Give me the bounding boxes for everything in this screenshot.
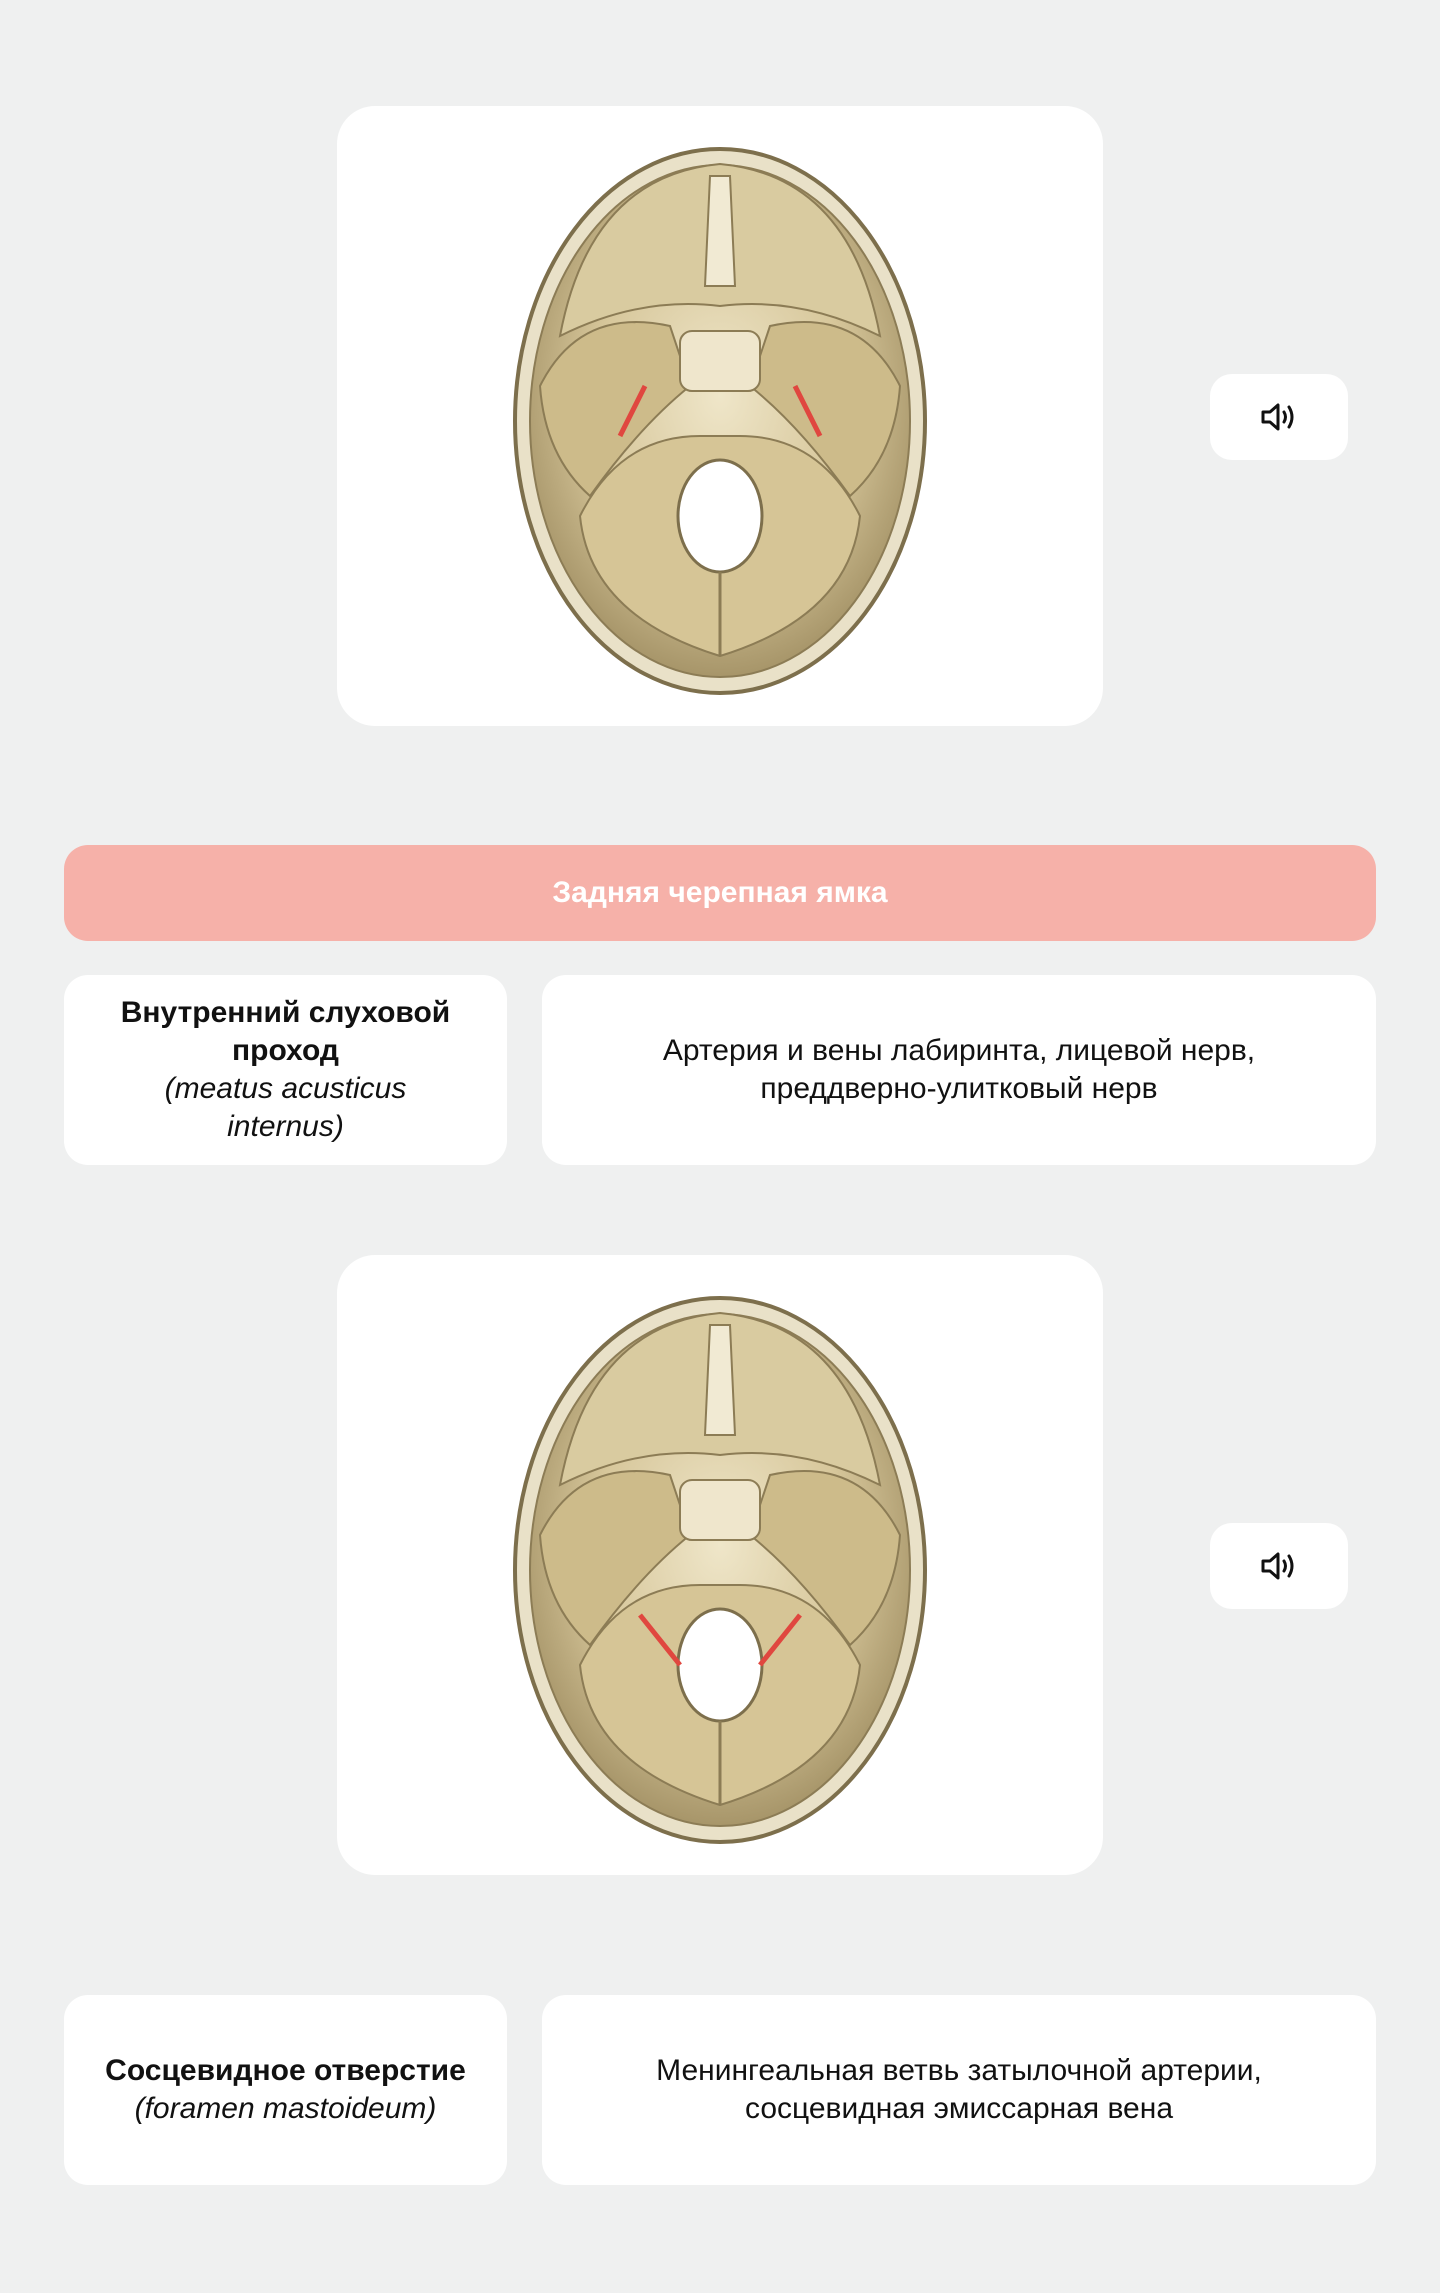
table-row — [64, 975, 1376, 1165]
skull-base-illustration — [500, 136, 940, 696]
skull-base-illustration — [500, 1285, 940, 1845]
structure-contents: Артерия и вены лабиринта, лицевой нерв, преддверно-улитковый нерв — [662, 1034, 1256, 1105]
structure-name-ru: Сосцевидное отверстие — [105, 2054, 466, 2087]
structure-name-ru: Внутренний слуховой проход — [120, 996, 451, 1067]
section-title-banner — [64, 845, 1376, 941]
section-title: Задняя черепная ямка — [552, 876, 888, 909]
structure-contents-cell — [542, 975, 1376, 1165]
structure-name-cell — [64, 975, 507, 1165]
speaker-icon — [1259, 1549, 1299, 1583]
structure-name-lat: (foramen mastoideum) — [134, 2092, 437, 2125]
structure-name-cell — [64, 1995, 507, 2185]
skull-image-card — [337, 1255, 1103, 1875]
structure-name-lat: (meatus acusticus internus) — [164, 1072, 407, 1143]
table-row — [64, 1995, 1376, 2185]
speaker-icon — [1259, 400, 1299, 434]
structure-contents-cell — [542, 1995, 1376, 2185]
structure-contents: Менингеальная ветвь затылочной артерии, сосцевидная эмиссарная вена — [656, 2054, 1262, 2125]
skull-image-card — [337, 106, 1103, 726]
play-audio-button[interactable] — [1210, 1523, 1348, 1609]
play-audio-button[interactable] — [1210, 374, 1348, 460]
